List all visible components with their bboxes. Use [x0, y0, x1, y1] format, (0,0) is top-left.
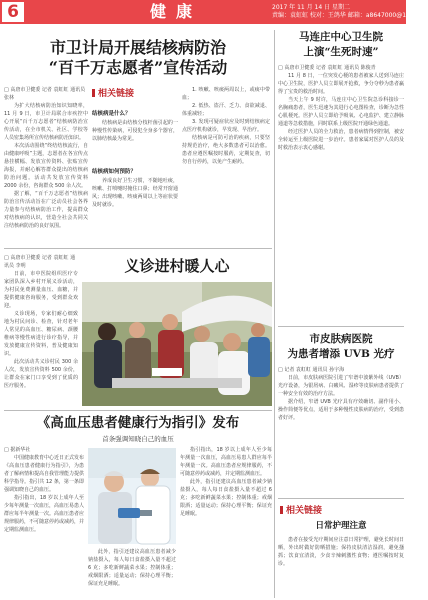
paragraph: 义诊现场，专家们耐心细致地为村民问诊、检查，针对老年人常见的高血压、糖尿病、颈腰椎病等慢性病进行诊疗指导，并发放健康宣传资料，普及健康知识。 [4, 311, 78, 357]
sidebar1-body [278, 64, 404, 322]
paragraph: 指引指出，18 岁以上成年人至少每年测量一次血压，高血压易患人群应每半年测量一次。高血压患者应规律服药，不可随意停药或减药，并定期监测血压。 [180, 447, 272, 477]
paragraph: 患者在接受光疗期间应注意日常护理，避免长时间日晒，外出时做好防晒措施；保持皮肤清洁湿润，避免搔抓；饮食宜清淡，少食辛辣刺激性食物；遵医嘱按时复诊。 [278, 537, 404, 567]
paragraph: 为扩大结核病防治知识知晓率，11 月 9 日，市卫计局联合市疾控中心开展“百千万志愿者”结核病防治宣传活动，在全市机关、社区、学校等人员密集场所宣传结核病防治知识。 [4, 103, 88, 141]
sidebar1-source: □ 高唐市卫健委 记者 袁虹虹 通讯员 陈俊青 [278, 65, 376, 71]
paragraph: 当天上午 9 时许，马连庄中心卫生院急诊科接诊一名胸痛患者，医生迅速为其进行心电图检查，诊断为急性心肌梗死。医护人员立即给予吸氧、心电监护、建立静脉通道等急救措施，同时联系上级医院开通绿色通道。 [278, 97, 404, 127]
column-divider [274, 30, 275, 598]
paragraph: 此次活动共义诊村民 300 余人次，发放宣传资料 500 余份，让群众在家门口享受到了优质的医疗服务。 [4, 359, 78, 389]
question-title: 结核病是什么？ [92, 111, 131, 117]
email: 邮箱：a8647000@163.com [347, 12, 428, 19]
paragraph: 据了解，“百千万志愿者”结核病防治宣传活动旨在广泛动员社会各界力量参与结核病防治工作，提高群众对结核病的认识，营造全社会共同关注结核病防治的良好氛围。 [4, 191, 88, 229]
sidebar3-body [278, 536, 404, 596]
paragraph: 日前，市皮肤病医院引进了窄谱中波紫外线（UVB）光疗设备，为银屑病、白癜风、湿疹等皮肤病患者提供了一种安全有效的治疗方法。 [278, 375, 404, 397]
article3-headline: 《高血压患者健康行为指引》发布 [36, 415, 240, 431]
sidebar2-source: □ 记者 袁虹虹 通讯员 孙宇海 [278, 367, 345, 373]
dateline [272, 4, 428, 20]
article1-source: □ 高唐市卫健委 记者 袁虹虹 通讯员 张林 [4, 87, 86, 101]
photo-illustration [82, 282, 272, 406]
editor-line: 责编：袁虹虹 校对：王鸽华 [272, 12, 346, 19]
section-title: 健康 [150, 2, 203, 21]
paragraph: 据介绍，窄谱 UVB 光疗具有疗效确切、副作用小、操作简便等优点，适用于多种慢性皮肤病的治疗，受到患者好评。 [278, 399, 404, 421]
list-item: 3. 发现可疑症状应及时到结核病定点医疗机构就诊，早发现、早治疗。 [182, 119, 270, 133]
answer-text: 养成良好卫生习惯，不随地吐痰，咳嗽、打喷嚏时掩住口鼻；经常开窗通风；出现咳嗽、咳痰两周以上等症状要及时就诊。 [92, 178, 178, 208]
related-link-heading: 相关链接 [280, 503, 322, 516]
divider [278, 326, 404, 327]
paragraph: 本次活动围绕“终结结核流行，自由健康呼吸”主题，志愿者在各宣传点悬挂横幅、发放宣传资料、张贴宣传海报，并耐心解答群众提出的结核病防治问题。活动共发放宣传资料 2000 余份，咨询群众 500 余人次。 [4, 143, 88, 189]
paragraph: 日前，市中医院组织医疗专家团队深入乡村开展义诊活动，为村民免费测量血压、血糖，并提供健康咨询服务，受到群众欢迎。 [4, 271, 78, 309]
sidebar3-heading: 日常护理注意 [315, 521, 367, 531]
list-item: 1. 咳嗽、咳痰两周以上，或痰中带血； [182, 87, 270, 101]
question-title: 结核病如何预防？ [92, 169, 137, 175]
article2-body [4, 254, 78, 404]
article1-symptoms [182, 86, 270, 244]
article3-body-left [4, 446, 84, 596]
article1-headline: 市卫计局开展结核病防治 “百千万志愿者”宣传活动 [48, 38, 228, 77]
article2-headline: 义诊进村暖人心 [124, 257, 230, 275]
article1-body [4, 86, 88, 244]
blood-pressure-photo [88, 448, 176, 544]
photo-illustration [88, 448, 176, 544]
sidebar2-body [278, 366, 404, 494]
paragraph: 此外，指引还建议高血压患者减少钠盐摄入，每人每日食盐摄入量不超过 6 克；多吃新鲜蔬菜水果；控制体重；戒烟限酒；适量运动；保持心理平衡；保证充足睡眠。 [180, 479, 272, 517]
article3-body-middle [88, 548, 176, 596]
article1-knowledge [92, 86, 178, 244]
article3-source: □ 据新华社 [4, 447, 31, 453]
paragraph: 中国健康教育中心近日正式发布《高血压患者健康行为指引》，为患者了解病情和提高自我管理能力提供科学指导。指引共 12 条，第一条即强调知晓自己的血压。 [4, 455, 85, 493]
paragraph: 指引指出，18 岁以上成年人至少每年测量一次血压，高血压易患人群应每半年测量一次。高血压患者应规律服药，不可随意停药或减药，并定期监测血压。 [4, 495, 85, 533]
volunteer-clinic-photo [82, 282, 272, 406]
divider [4, 410, 272, 411]
paragraph: 此外，指引还建议高血压患者减少钠盐摄入，每人每日食盐摄入量不超过 6 克；多吃新鲜蔬菜水果；控制体重；戒烟限酒；适量运动；保持心理平衡；保证充足睡眠。 [88, 549, 176, 587]
divider [278, 498, 404, 499]
heading-bar-icon [92, 89, 95, 97]
issue-date: 2017 年 11 月 14 日 星期二 [272, 4, 350, 11]
article3-body-right [180, 446, 272, 596]
article2-source: □ 高唐市卫健委 记者 袁虹虹 通讯员 李明 [4, 255, 76, 269]
related-link-heading: 相关链接 [92, 86, 178, 99]
heading-bar-icon [280, 506, 283, 514]
list-item: 2. 低热、盗汗、乏力、食欲减退、体重减轻； [182, 103, 270, 117]
list-item: 结核病是可防可治的疾病，只要坚持规范治疗，绝大多数患者可以治愈。患者应遵医嘱按时服药，定期复查，切勿自行停药，以免产生耐药。 [182, 135, 270, 165]
article3-subheadline: 首条强调知晓自己的血压 [102, 435, 174, 443]
divider [4, 248, 272, 249]
page-number: 6 [2, 2, 24, 22]
paragraph: 经过医护人员的全力救治，患者病情得到控制，被安全转运至上级医院进一步治疗。患者家属对医护人员的及时救治表示衷心感谢。 [278, 129, 404, 151]
paragraph: 11 月 8 日，一位突发心梗的患者被家人送到马连庄中心卫生院，医护人员立即展开抢救，争分夺秒为患者赢得了宝贵的救治时间。 [278, 73, 404, 95]
sidebar1-headline: 马连庄中心卫生院 上演“生死时速” [299, 31, 383, 58]
sidebar2-headline: 市皮肤病医院 为患者增添 UVB 光疗 [287, 333, 395, 360]
answer-text: 结核病是由结核分枝杆菌引起的一种慢性传染病，可侵犯全身多个器官，以肺结核最为常见。 [92, 120, 178, 142]
